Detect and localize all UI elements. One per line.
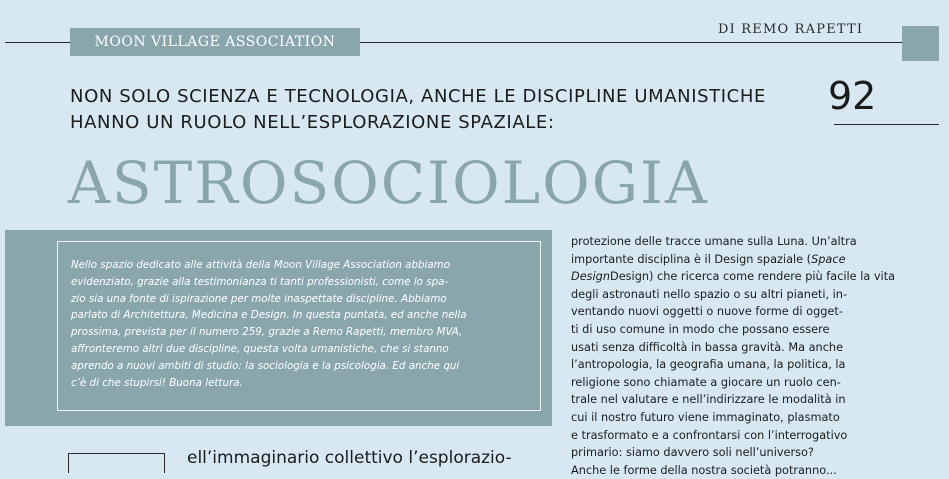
column-italic-term: Space [811,252,846,266]
headline: ASTROSOCIOLOGIA [68,149,709,217]
column-line: usati senza difficoltà in bassa gravità. Ma anche [571,340,844,354]
issue-number: 92 [828,74,877,118]
column-line: religione sono chiamate a giocare un ruolo cen- [571,375,841,389]
body-text-start: ell’immaginario collettivo l’esplorazio- [187,448,512,468]
intro-text [71,257,533,391]
intro-line: affronteremo altri due discipline, questa volta umanistiche, che si stanno [71,342,449,355]
top-rule-left [5,42,70,43]
article-column [571,233,941,479]
column-line: degli astronauti nello spazio o su altri pianeti, in- [571,287,848,301]
subtitle-rule-right [834,124,939,125]
column-line-text: Design) che ricerca come rendere più facile la vita [610,270,896,284]
corner-accent-box [902,26,939,61]
section-tag-label: MOON VILLAGE ASSOCIATION [94,34,336,50]
column-line [571,251,941,269]
column-line: ventando nuovi oggetti o nuove forme di ogget- [571,305,843,319]
intro-line: zio sia una fonte di ispirazione per molte inaspettate discipline. Abbiamo [71,292,447,305]
subtitle-line: NON SOLO SCIENZA E TECNOLOGIA, ANCHE LE DISCIPLINE UMANISTICHE [70,86,766,107]
subtitle [70,84,800,136]
column-line: primario: siamo davvero soli nell’universo? [571,446,814,460]
column-line: ti di uso comune in modo che possano essere [571,322,830,336]
column-line: protezione delle tracce umane sulla Luna. Un’altra [571,235,857,248]
column-line: e trasformato e a confrontarsi con l’interrogativo [571,428,848,442]
column-italic-term: Design [571,270,611,284]
section-tag [70,28,360,56]
column-line: cui il nostro futuro viene immaginato, plasmato [571,410,840,424]
subtitle-line: HANNO UN RUOLO NELL’ESPLORAZIONE SPAZIALE: [70,112,555,133]
dropcap-frame [68,453,165,473]
column-line-text: importante disciplina è il Design spaziale ( [571,252,812,266]
intro-line: evidenziato, grazie alla testimonianza ti tanti professionisti, come lo spa- [71,275,449,288]
intro-line: aprendo a nuovi ambiti di studio: la sociologia e la psicologia. Ed anche qui [71,359,460,372]
column-line: trale nel valutare e nell’indirizzare le modalità in [571,393,846,407]
intro-line: c’è di che stupirsi! Buona lettura. [71,376,243,389]
intro-line: parlato di Architettura, Medicina e Design. In questa puntata, ed anche nella [71,309,467,322]
top-rule-middle [360,42,902,43]
column-line: Anche le forme della nostra società potranno... [571,463,837,477]
column-line [571,268,941,286]
intro-line: Nello spazio dedicato alle attività della Moon Village Association abbiamo [71,259,451,271]
author-byline: DI REMO RAPETTI [718,22,864,37]
intro-line: prossima, prevista per il numero 259, grazie a Remo Rapetti, membro MVA, [71,326,463,339]
column-line: l’antropologia, la geografia umana, la politica, la [571,358,846,372]
